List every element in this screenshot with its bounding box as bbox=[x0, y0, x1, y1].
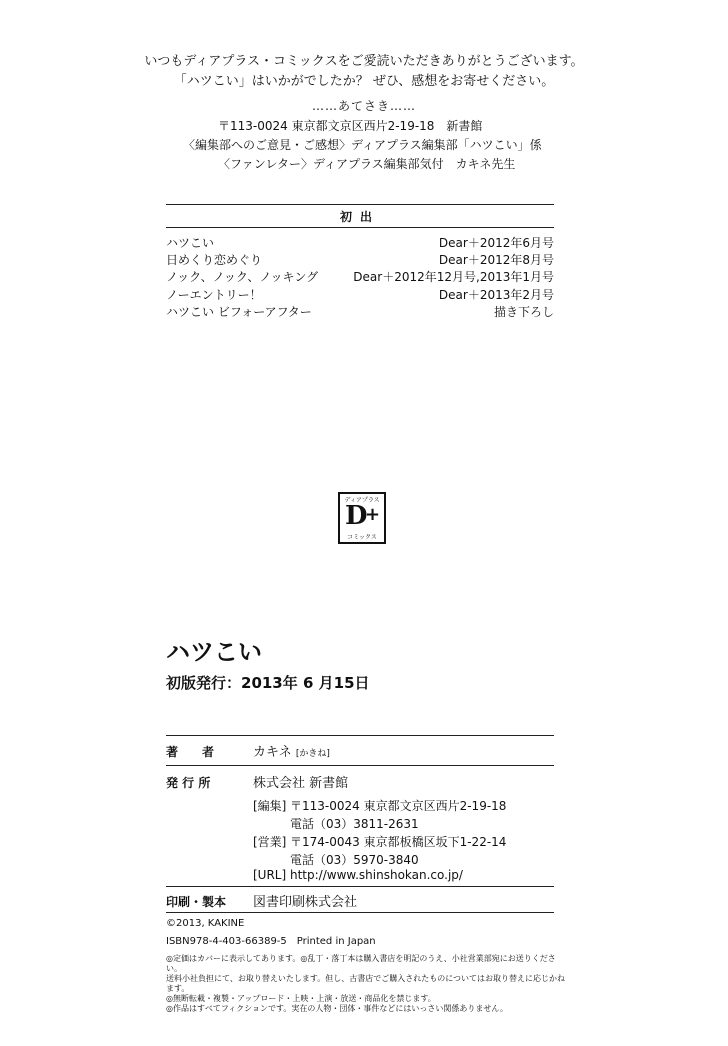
publisher-label: 発 行 所 bbox=[166, 776, 211, 790]
author-name bbox=[253, 741, 330, 760]
address-line2: 〈編集部へのご意見・ご感想〉ディアプラス編集部「ハツこい」係 bbox=[183, 138, 542, 152]
story-source: Dear＋2012年12月号,2013年1月号 bbox=[353, 270, 554, 284]
story-source: Dear＋2013年2月号 bbox=[438, 288, 554, 302]
first-appearance-row bbox=[166, 303, 554, 321]
editorial-phone: 電話（03）3811-2631 bbox=[290, 817, 419, 831]
address-line1: 〒113-0024 東京都文京区西片2-19-18 新書館 bbox=[218, 119, 483, 133]
sales-address: 〒174-0043 東京都板橋区坂下1-22-14 bbox=[290, 835, 507, 849]
story-source: Dear＋2012年8月号 bbox=[438, 253, 554, 267]
story-title: ハツこい bbox=[166, 236, 215, 250]
story-source: 描き下ろし bbox=[493, 305, 554, 319]
note-line: ◎無断転載・複製・アップロード・上映・上演・放送・商品化を禁じます。 bbox=[166, 994, 436, 1003]
address-heading: ……あてさき…… bbox=[311, 99, 416, 113]
isbn: ISBN978-4-403-66389-5 Printed in Japan bbox=[166, 936, 376, 947]
story-source: Dear＋2012年6月号 bbox=[438, 236, 554, 250]
printer-label: 印刷・製本 bbox=[166, 895, 227, 909]
first-appearance-row bbox=[166, 251, 554, 269]
book-title: ハツこい bbox=[166, 638, 262, 666]
logo-letter: D bbox=[345, 501, 368, 531]
divider bbox=[166, 912, 554, 913]
publisher-url: http://www.shinshokan.co.jp/ bbox=[290, 868, 463, 882]
author-label: 著 者 bbox=[166, 745, 215, 759]
editorial-address: 〒113-0024 東京都文京区西片2-19-18 bbox=[290, 799, 507, 813]
first-appearance-row bbox=[166, 286, 554, 304]
story-title: ノック、ノック、ノッキング bbox=[166, 270, 319, 284]
address-line3: 〈ファンレター〉ディアプラス編集部気付 カキネ先生 bbox=[218, 157, 516, 171]
note-line: ◎作品はすべてフィクションです。実在の人物・団体・事件などにはいっさい関係ありません。 bbox=[166, 1004, 508, 1013]
first-appearance-title: 初出 bbox=[339, 210, 380, 224]
editorial-label: [編集] bbox=[253, 799, 287, 813]
divider bbox=[166, 204, 554, 205]
story-title: ノーエントリー！ bbox=[166, 288, 262, 302]
first-edition-date: 初版発行：2013年 6 月15日 bbox=[166, 674, 370, 692]
dear-plus-comics-logo bbox=[338, 492, 386, 544]
note-line: ◎定価はカバーに表示してあります。◎乱丁・落丁本は購入書店を明記のうえ、小社営業部宛にお送りください。 bbox=[166, 954, 556, 973]
reader-message-line1: いつもディアプラス・コミックスをご愛読いただきありがとうございます。 bbox=[144, 54, 584, 69]
printer-name: 図書印刷株式会社 bbox=[253, 895, 358, 910]
story-title: ハツこい ビフォーアフター bbox=[166, 305, 312, 319]
sales-phone: 電話（03）5970-3840 bbox=[290, 853, 419, 867]
logo-top-text: ディアプラス bbox=[344, 497, 380, 504]
divider bbox=[166, 227, 554, 228]
copyright: ©2013, KAKINE bbox=[166, 918, 245, 929]
story-title: 日めくり恋めぐり bbox=[166, 253, 263, 267]
divider bbox=[166, 735, 554, 736]
reader-message-line2: 「ハツこい」はいかがでしたか？ ぜひ、感想をお寄せください。 bbox=[173, 74, 555, 89]
author-reading: [かきね] bbox=[295, 749, 330, 759]
url-label: [URL] bbox=[253, 868, 287, 882]
sales-label: [営業] bbox=[253, 835, 287, 849]
first-appearance-row bbox=[166, 234, 554, 252]
divider bbox=[166, 886, 554, 887]
legal-notes bbox=[166, 954, 566, 1014]
plus-icon: + bbox=[365, 504, 381, 525]
author: カキネ bbox=[253, 745, 292, 760]
note-line: 送料小社負担にて、お取り替えいたします。但し、古書店でご購入されたものについてはお取り替えに応じかねます。 bbox=[166, 974, 566, 993]
publisher-name: 株式会社 新書館 bbox=[253, 776, 349, 791]
logo-bottom-text: コミックス bbox=[347, 534, 377, 541]
divider bbox=[166, 765, 554, 766]
first-appearance-row bbox=[166, 268, 554, 286]
